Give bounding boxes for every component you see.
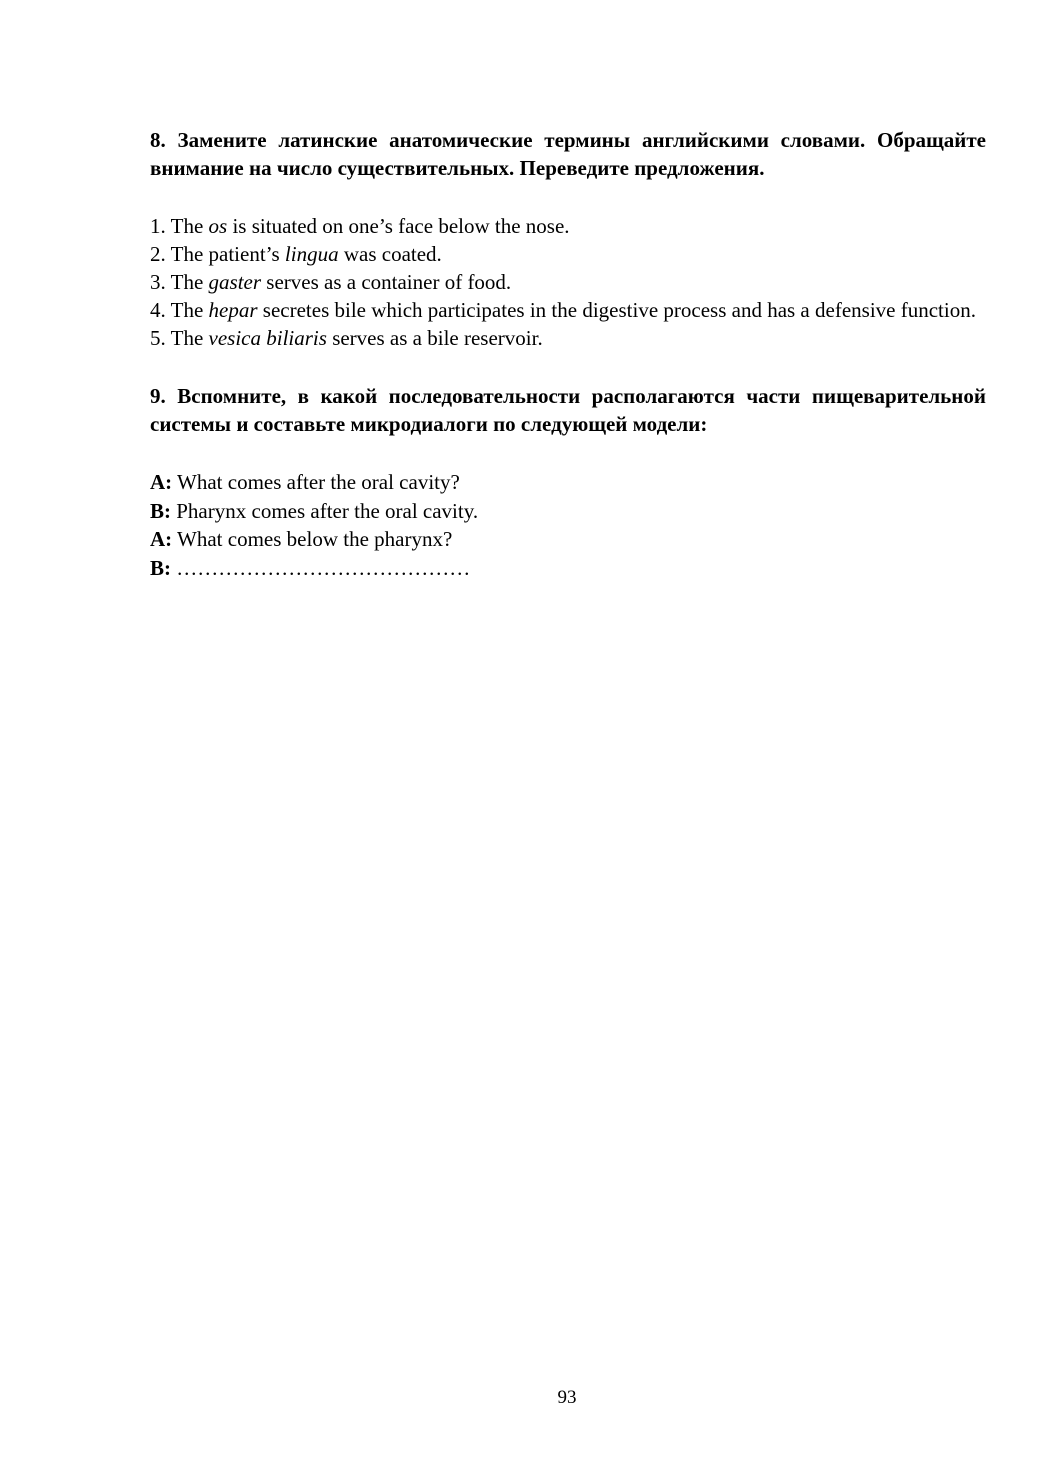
- dialogue-line-4-text: ……………………………………: [171, 555, 471, 580]
- sentence-1: [150, 212, 986, 240]
- sentence-2-term: lingua: [284, 242, 339, 266]
- dialogue-line-3: [150, 525, 986, 554]
- page-content: [150, 126, 986, 582]
- sentence-4-before: 4. The: [150, 298, 209, 322]
- sentence-5-after: serves as a bile reservoir.: [326, 326, 543, 350]
- dialogue-line-1-text: What comes after the oral cavity?: [172, 470, 460, 494]
- sentence-5: [150, 324, 986, 352]
- dialogue-line-1-speaker: A:: [150, 470, 173, 494]
- sentence-4: [150, 296, 986, 324]
- dialogue-line-3-text: What comes below the pharynx?: [172, 527, 453, 551]
- dialogue-line-4: [150, 554, 986, 583]
- task-8-heading: 8. Замените латинские анатомические термины английскими словами. Обращайте внимание на число существительных. Переведите предложения.: [150, 128, 986, 180]
- sentence-3-after: serves as a container of food.: [261, 270, 512, 294]
- dialogue-line-3-speaker: A:: [150, 527, 173, 551]
- dialogue-line-2: [150, 497, 986, 526]
- sentence-3: [150, 268, 986, 296]
- task-9-dialogue: [150, 468, 986, 582]
- sentence-4-term: hepar: [208, 298, 258, 322]
- sentence-3-term: gaster: [208, 270, 262, 294]
- sentence-1-after: is situated on one’s face below the nose.: [227, 214, 570, 238]
- task-9-heading: 9. Вспомните, в какой последовательности располагаются части пищеварительной системы и составьте микродиалоги по следующей модели:: [150, 384, 986, 436]
- dialogue-line-2-text: Pharynx comes after the oral cavity.: [171, 498, 479, 523]
- sentence-1-before: 1. The: [150, 214, 209, 238]
- sentence-2-before: 2. The patient’s: [150, 242, 285, 266]
- page-number: 93: [557, 1387, 577, 1408]
- dialogue-line-4-speaker: B:: [150, 555, 171, 580]
- sentence-5-term: vesica biliaris: [208, 326, 327, 350]
- sentence-3-before: 3. The: [150, 270, 209, 294]
- sentence-5-before: 5. The: [150, 326, 209, 350]
- sentence-2: [150, 240, 986, 268]
- sentence-2-after: was coated.: [338, 242, 442, 266]
- task-8-sentences: [150, 212, 986, 352]
- dialogue-line-2-speaker: B:: [150, 498, 171, 523]
- dialogue-line-1: [150, 468, 986, 497]
- sentence-1-term: os: [208, 214, 228, 238]
- sentence-4-after: secretes bile which participates in the digestive process and has a defensive function.: [257, 298, 976, 322]
